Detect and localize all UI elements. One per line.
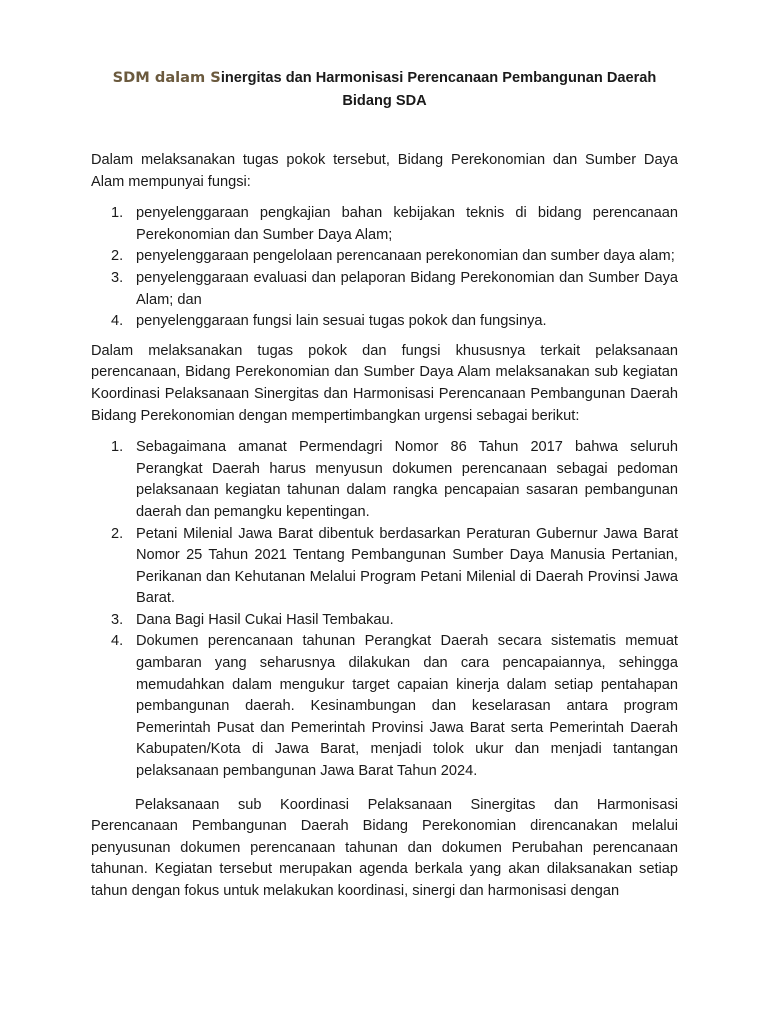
paragraph-functions-intro: Dalam melaksanakan tugas pokok tersebut, Bidang Perekonomian dan Sumber Daya Alam mempunyai fungsi: <box>91 152 678 190</box>
urgency-list <box>91 437 678 783</box>
list-number: 1. <box>111 205 124 222</box>
list-number: 2. <box>111 525 124 542</box>
list-number: 3. <box>111 269 124 286</box>
list-number: 2. <box>111 248 124 265</box>
list-text: Petani Milenial Jawa Barat dibentuk berdasarkan Peraturan Gubernur Jawa Barat Nomor 25 Tahun 2021 Tentang Pembangunan Sumber Daya Manusia Pertanian, Perikanan dan Kehutanan Melalui Program Petani Milenial di Daerah Provinsi Jawa Barat. <box>136 525 678 607</box>
list-item <box>91 524 678 610</box>
paragraph-urgency-intro: Dalam melaksanakan tugas pokok dan fungsi khususnya terkait pelaksanaan perencanaan, Bidang Perekonomian dan Sumber Daya Alam melaksanakan sub kegiatan Koordinasi Pelaksanaan Sinergitas dan Harmonisasi Perencanaan Pembangunan Daerah Bidang Perekonomian dengan mempertimbangkan urgensi sebagai berikut: <box>91 342 678 424</box>
document-title <box>91 66 678 113</box>
list-item <box>91 268 678 311</box>
list-text: penyelenggaraan pengelolaan perencanaan perekonomian dan sumber daya alam; <box>136 248 675 265</box>
list-item <box>91 437 678 523</box>
list-number: 3. <box>111 611 124 628</box>
list-item <box>91 311 678 333</box>
title-line2: Bidang SDA <box>342 93 427 109</box>
list-item <box>91 246 678 268</box>
list-text: penyelenggaraan pengkajian bahan kebijakan teknis di bidang perencanaan Perekonomian dan Sumber Daya Alam; <box>136 205 678 243</box>
paragraph-implementation: Pelaksanaan sub Koordinasi Pelaksanaan Sinergitas dan Harmonisasi Perencanaan Pembangunan Daerah Bidang Perekonomian direncanakan melalui penyusunan dokumen perencanaan tahunan dan dokumen Perubahan perencanaan tahunan. Kegiatan tersebut merupakan agenda berkala yang akan dilaksanakan setiap tahun dengan fokus untuk melakukan koordinasi, sinergi dan harmonisasi dengan <box>91 796 678 899</box>
list-item <box>91 610 678 632</box>
document-page <box>91 66 678 903</box>
list-text: penyelenggaraan fungsi lain sesuai tugas pokok dan fungsinya. <box>136 313 547 330</box>
list-text: Dokumen perencanaan tahunan Perangkat Daerah secara sistematis memuat gambaran yang seharusnya dilakukan dan cara pencapaiannya, sehingga memudahkan dalam mengukur target capaian kinerja dalam setiap pentahapan pembangunan daerah. Kesinambungan dan keselarasan antara program Pemerintah Pusat dan Pemerintah Provinsi Jawa Barat serta Pemerintah Daerah Kabupaten/Kota di Jawa Barat, menjadi tolok ukur dan menjadi tantangan pelaksanaan pembangunan Jawa Barat Tahun 2024. <box>136 633 678 780</box>
list-number: 4. <box>111 633 124 650</box>
title-highlight: SDM dalam S <box>112 69 221 86</box>
title-line1: inergitas dan Harmonisasi Perencanaan Pembangunan Daerah <box>220 70 657 86</box>
list-number: 4. <box>111 313 124 330</box>
list-item <box>91 203 678 246</box>
list-number: 1. <box>111 439 124 456</box>
list-item <box>91 631 678 782</box>
list-text: Sebagaimana amanat Permendagri Nomor 86 Tahun 2017 bahwa seluruh Perangkat Daerah harus menyusun dokumen perencanaan sebagai pedoman pelaksanaan kegiatan tahunan dalam rangka pencapaian sasaran pembangunan daerah dan pemangku kepentingan. <box>136 439 678 520</box>
list-text: Dana Bagi Hasil Cukai Hasil Tembakau. <box>136 611 394 628</box>
list-text: penyelenggaraan evaluasi dan pelaporan Bidang Perekonomian dan Sumber Daya Alam; dan <box>136 269 678 308</box>
functions-list <box>91 203 678 333</box>
